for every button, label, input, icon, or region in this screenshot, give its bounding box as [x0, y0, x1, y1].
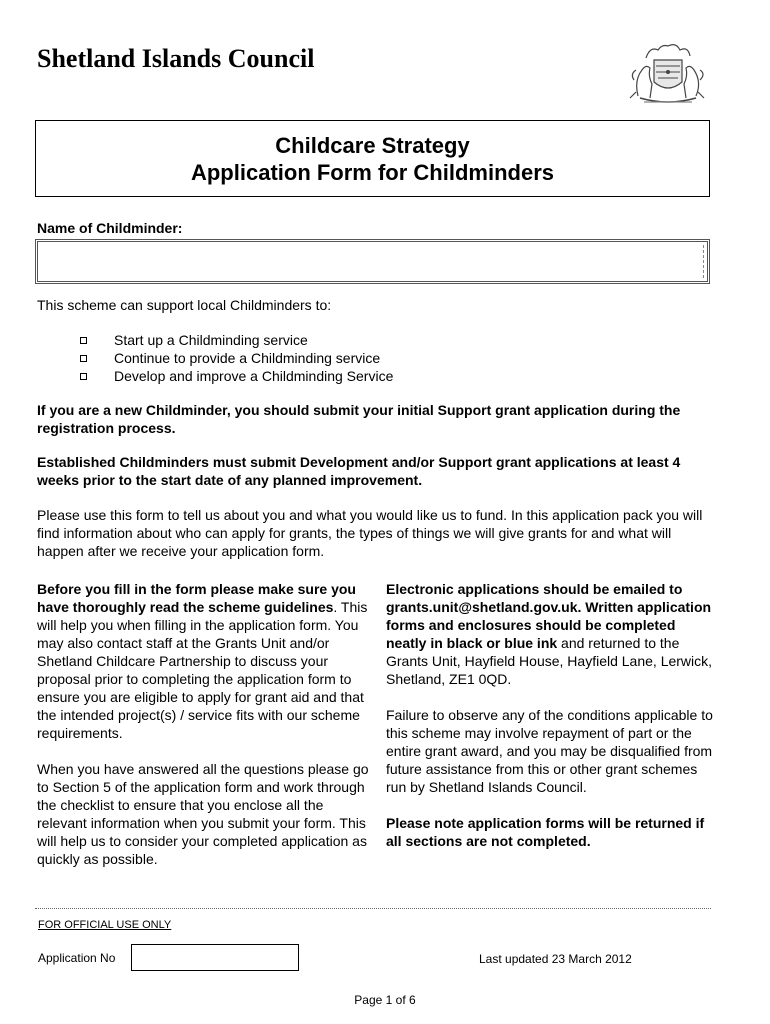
support-list	[80, 331, 393, 385]
list-item: Develop and improve a Childminding Service	[80, 367, 393, 385]
checkbox-bullet-icon	[80, 337, 87, 344]
list-item: Continue to provide a Childminding service	[80, 349, 393, 367]
established-childminder-notice: Established Childminders must submit Development and/or Support grant applications at least 4 weeks prior to the start date of any planned improvement.	[37, 454, 681, 488]
childminder-name-field[interactable]	[35, 239, 710, 284]
form-title-line1: Childcare Strategy	[275, 133, 470, 158]
childminder-name-label: Name of Childminder:	[37, 220, 183, 236]
divider	[35, 908, 711, 909]
list-item: Start up a Childminding service	[80, 331, 393, 349]
left-column	[37, 580, 372, 868]
official-use-heading: FOR OFFICIAL USE ONLY	[38, 919, 172, 931]
page-number: Page 1 of 6	[354, 993, 416, 1007]
council-name: Shetland Islands Council	[37, 44, 315, 73]
last-updated-text: Last updated 23 March 2012	[479, 952, 632, 966]
submission-paragraph: Electronic applications should be emailed to grants.unit@shetland.gov.uk. Written application forms and enclosures should be completed neatly in black or blue ink and returned to the Grants Unit, Hayfield House, Hayfield Lane, Lerwick, Shetland, ZE1 0QD.	[386, 581, 713, 687]
right-column	[386, 580, 716, 850]
completion-warning: Please note application forms will be returned if all sections are not completed.	[386, 815, 705, 849]
new-childminder-notice: If you are a new Childminder, you should submit your initial Support grant application during the registration process.	[37, 402, 681, 436]
checklist-paragraph: When you have answered all the questions please go to Section 5 of the application form and work through the checklist to ensure that you enclose all the relevant information when you submit your form. This will help us to consider your completed application as quickly as possible.	[37, 761, 369, 867]
guidelines-paragraph: Before you fill in the form please make sure you have thoroughly read the scheme guidelines. This will help you when filling in the application form. You may also contact staff at the Grants Unit and/or Shetland Childcare Partnership to discuss your proposal prior to completing the application form to ensure you are eligible to apply for grant aid and that the intended project(s) / service fits with our scheme requirements.	[37, 581, 368, 741]
council-crest-icon	[624, 40, 710, 106]
checkbox-bullet-icon	[80, 355, 87, 362]
conditions-paragraph: Failure to observe any of the conditions applicable to this scheme may involve repayment of part or the entire grant award, and you may be disqualified from future assistance from this or other grant schemes run by Shetland Islands Council.	[386, 707, 713, 795]
checkbox-bullet-icon	[80, 373, 87, 380]
instructions-text: Please use this form to tell us about you and what you would like us to fund. In this application pack you will find information about who can apply for grants, the types of things we will give grants for and what will happen after we receive your application form.	[37, 507, 703, 559]
form-title-line2: Application Form for Childminders	[190, 160, 554, 185]
form-title-box	[35, 120, 710, 197]
childminder-name-value	[41, 245, 704, 278]
application-no-label: Application No	[38, 951, 116, 965]
application-no-field[interactable]	[131, 944, 299, 971]
intro-text: This scheme can support local Childminders to:	[37, 297, 332, 313]
